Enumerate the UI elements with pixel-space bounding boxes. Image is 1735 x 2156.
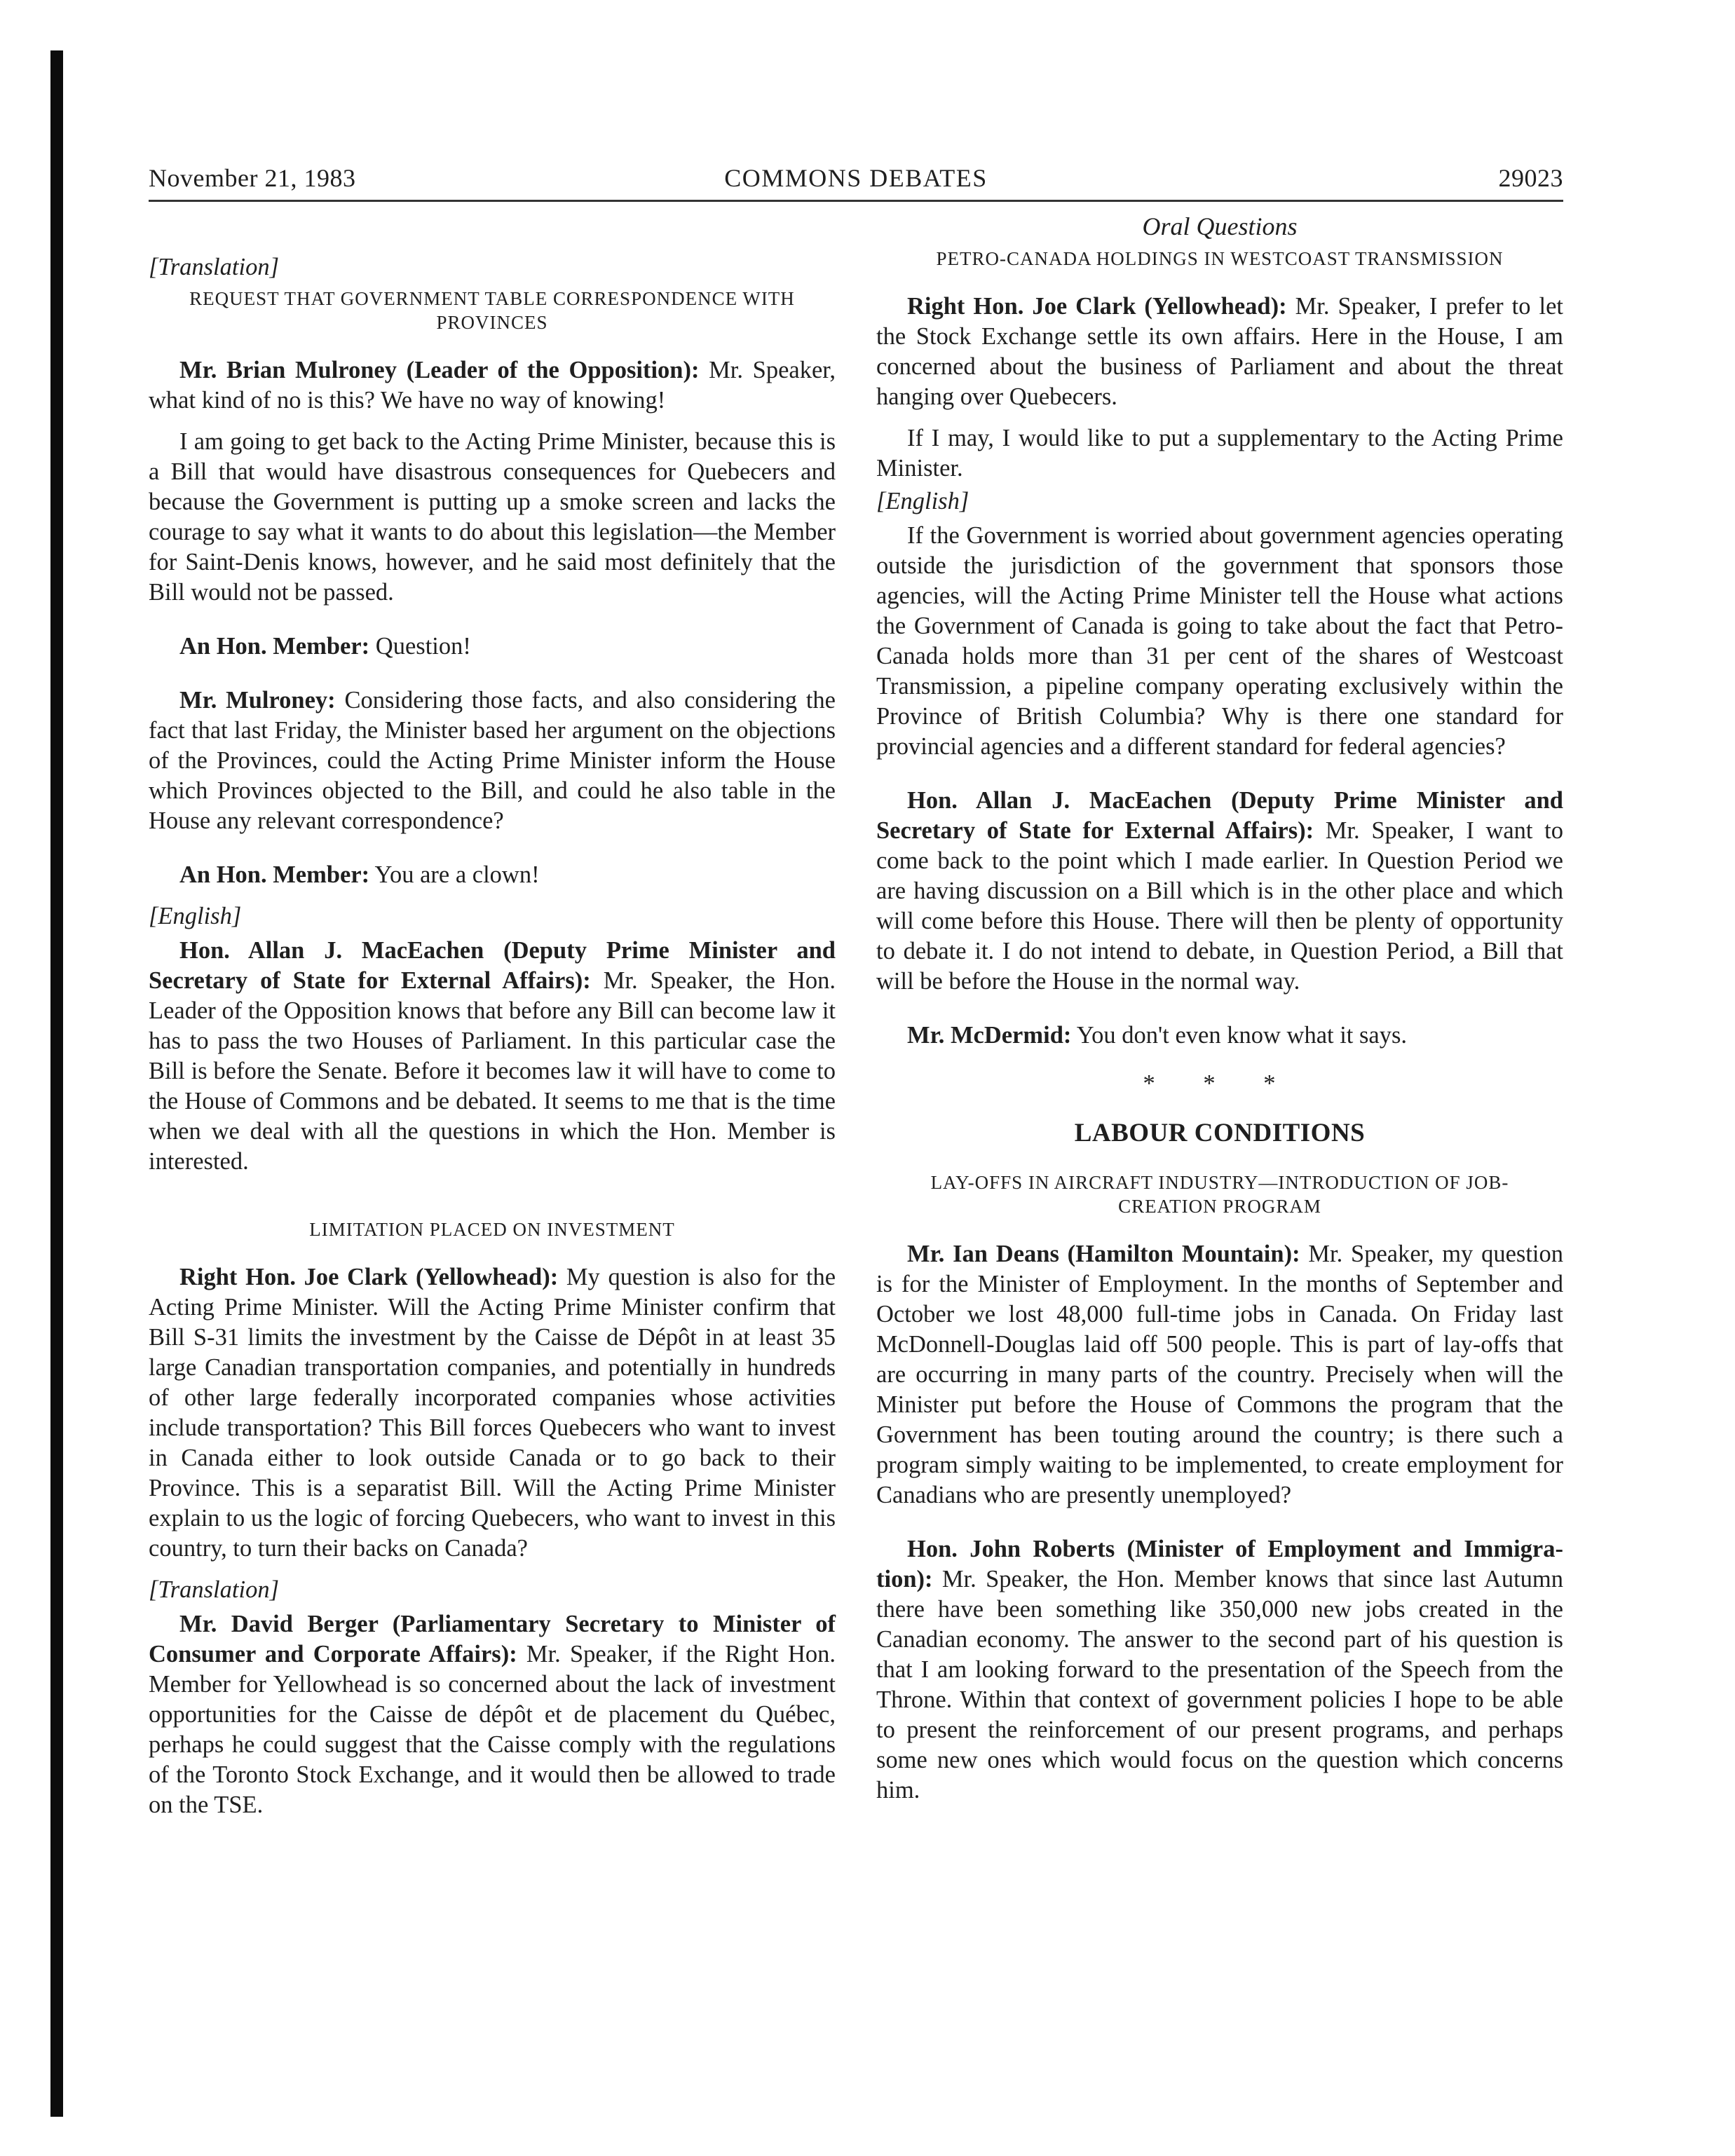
paragraph [149, 860, 836, 890]
paragraph [149, 355, 836, 416]
speaker-name: Mr. McDermid: [907, 1022, 1072, 1049]
paragraph [876, 1021, 1563, 1051]
language-marker: [Translation] [149, 1576, 279, 1603]
speaker-name: Right Hon. Joe Clark (Yellowhead): [179, 1264, 559, 1290]
paragraph [876, 1239, 1563, 1510]
paragraph: If the Government is worried about government agencies operating outside the jurisdiction of the government that sponsors those agencies, will the Acting Prime Minister tell the House what actions the Government of Canada is going to take about the fact that Petro-Canada holds more than 31 per cent of the shares of Westcoast Transmission, a pipeline company operating exclusively within the Province of British Columbia? Why is there one standard for provincial agencies and a different standard for federal agencies? [876, 522, 1563, 760]
speech-text: You don't even know what it says. [1071, 1022, 1408, 1049]
speech-text: Mr. Speaker, I prefer to let the Stock Exchange settle its own affairs. Here in the House, I am concerned about the business of Parliament and about the threat hanging over Quebecers. [876, 293, 1563, 410]
rubric: Oral Questions [1142, 212, 1298, 240]
paragraph [149, 1262, 836, 1564]
header-title: COMMONS DEBATES [724, 164, 988, 192]
subheading: PETRO-CANADA HOLDINGS IN WESTCOAST TRANSMISSION [936, 248, 1504, 269]
subheading: LIMITATION PLACED ON INVESTMENT [309, 1219, 675, 1240]
scan-edge [50, 50, 63, 2117]
speaker-name: An Hon. Member: [179, 861, 370, 888]
subheading: LAY-OFFS IN AIRCRAFT INDUSTRY—INTRODUCTION OF JOB-CREATION PROGRAM [930, 1172, 1509, 1217]
language-marker: [Translation] [149, 254, 279, 280]
speaker-name: An Hon. Member: [179, 633, 370, 660]
speech-text: Mr. Speaker, the Hon. Leader of the Opposition knows that before any Bill can become law it has to pass the two Houses of Parliament. In this particular case the Bill is before the Senate. Before it becomes law it will have to come to the House of Commons and be debated. It seems to me that is the time when we deal with all the questions in which the Hon. Member is interested. [149, 967, 836, 1175]
paragraph [149, 936, 836, 1177]
speech-text: Mr. Speaker, the Hon. Member knows that since last Autumn there have been something like 350,000 new jobs created in the Canadian economy. The answer to the second part of his question is that I am looking forward to the presentation of the Speech from the Throne. Within that context of government policies I hope to be able to present the reinforcement of our present programs, and perhaps some new ones which would focus on the question which concerns him. [876, 1566, 1563, 1803]
section-separator: * * * [1143, 1070, 1297, 1097]
paragraph [876, 786, 1563, 997]
paragraph: I am going to get back to the Acting Prime Minister, because this is a Bill that would have disastrous consequences for Quebecers and because the Government is putting up a smoke screen and lacks the courage to say what it wants to do about this legislation—the Member for Saint-Denis knows, however, and he said most definitely that the Bill would not be passed. [149, 428, 836, 606]
speech-text: You are a clown! [369, 861, 540, 888]
section-heading: LABOUR CONDITIONS [1074, 1119, 1366, 1147]
page-number: 29023 [1498, 164, 1563, 192]
speaker-name: Hon. Allan J. MacEachen (Deputy Prime Minister and Secretary of State for External Affairs): [876, 787, 1563, 844]
speech-text: My question is also for the Acting Prime Minister. Will the Acting Prime Minister confirm that Bill S-31 limits the investment by the Caisse de Dépôt in at least 35 large Canadian transportation companies, and potentially in hundreds of other large federally incorporated companies whose activities include transportation? This Bill forces Quebecers who want to invest in Canada either to look outside Canada or to go back to their Province. This is a separatist Bill. Will the Acting Prime Minister explain to us the logic of forcing Quebecers, who want to invest in this country, to turn their backs on Canada? [149, 1264, 836, 1562]
subheading: REQUEST THAT GOVERNMENT TABLE CORRESPONDENCE WITH PROVINCES [189, 288, 795, 333]
speaker-name: Mr. Ian Deans (Hamilton Mountain): [907, 1241, 1300, 1267]
speech-text: Mr. Speaker, I want to come back to the point which I made earlier. In Question Period we are having discussion on a Bill which is in the other place and which will come before this House. There will then be plenty of opportunity to debate it. I do not intend to debate, in Question Period, a Bill that will be before the House in the normal way. [876, 817, 1563, 995]
speaker-name: Mr. Brian Mulroney (Leader of the Opposition): [179, 357, 700, 383]
speech-text: Considering those facts, and also considering the fact that last Friday, the Minister based her argument on the objections of the Provinces, could the Acting Prime Minister inform the House which Provinces objected to the Bill, and could he also table in the House any relevant correspondence? [149, 687, 836, 834]
speech-text: Mr. Speaker, my question is for the Minister of Employment. In the months of September and October we lost 48,000 full-time jobs in Canada. On Friday last McDonnell-Douglas laid off 500 people. This is part of lay-offs that are occurring in many parts of the country. Precisely when will the Minister put before the House of Commons the program that the Government has been touting around the country; is there such a program simply waiting to be implemented, to create employment for Canadians who are presently unemployed? [876, 1241, 1563, 1508]
header-rule [149, 200, 1563, 202]
speaker-name: Right Hon. Joe Clark (Yellowhead): [907, 293, 1287, 320]
right-column [876, 210, 1563, 1806]
speech-text: Mr. Speaker, if the Right Hon. Member for Yellowhead is so concerned about the lack of investment opportunities for the Caisse de dépôt et de placement du Québec, perhaps he could suggest that the Caisse comply with the regulations of the Toronto Stock Exchange, and it would then be allowed to trade on the TSE. [149, 1641, 836, 1818]
speaker-name: Mr. Mulroney: [179, 687, 336, 714]
speech-text: Question! [369, 633, 471, 660]
running-head [149, 161, 1563, 203]
paragraph [149, 632, 836, 662]
language-marker: [English] [876, 488, 969, 514]
left-column [149, 210, 836, 1820]
speaker-name: Hon. Allan J. MacEachen (Deputy Prime Minister and Secretary of State for External Affairs): [149, 937, 836, 994]
paragraph [149, 685, 836, 836]
paragraph [876, 1534, 1563, 1806]
paragraph [149, 1609, 836, 1820]
header-date: November 21, 1983 [149, 164, 356, 192]
paragraph [876, 292, 1563, 412]
speech-text: Mr. Speaker, what kind of no is this? We have no way of knowing! [149, 357, 836, 414]
speaker-name: Mr. David Berger (Parliamentary Secretary to Minister of Consumer and Corporate Affairs): [149, 1611, 836, 1667]
language-marker: [English] [149, 903, 242, 929]
paragraph: If I may, I would like to put a supplementary to the Acting Prime Minister. [876, 425, 1563, 482]
speaker-name: Hon. John Roberts (Minister of Employment and Immigration): [876, 1536, 1563, 1592]
